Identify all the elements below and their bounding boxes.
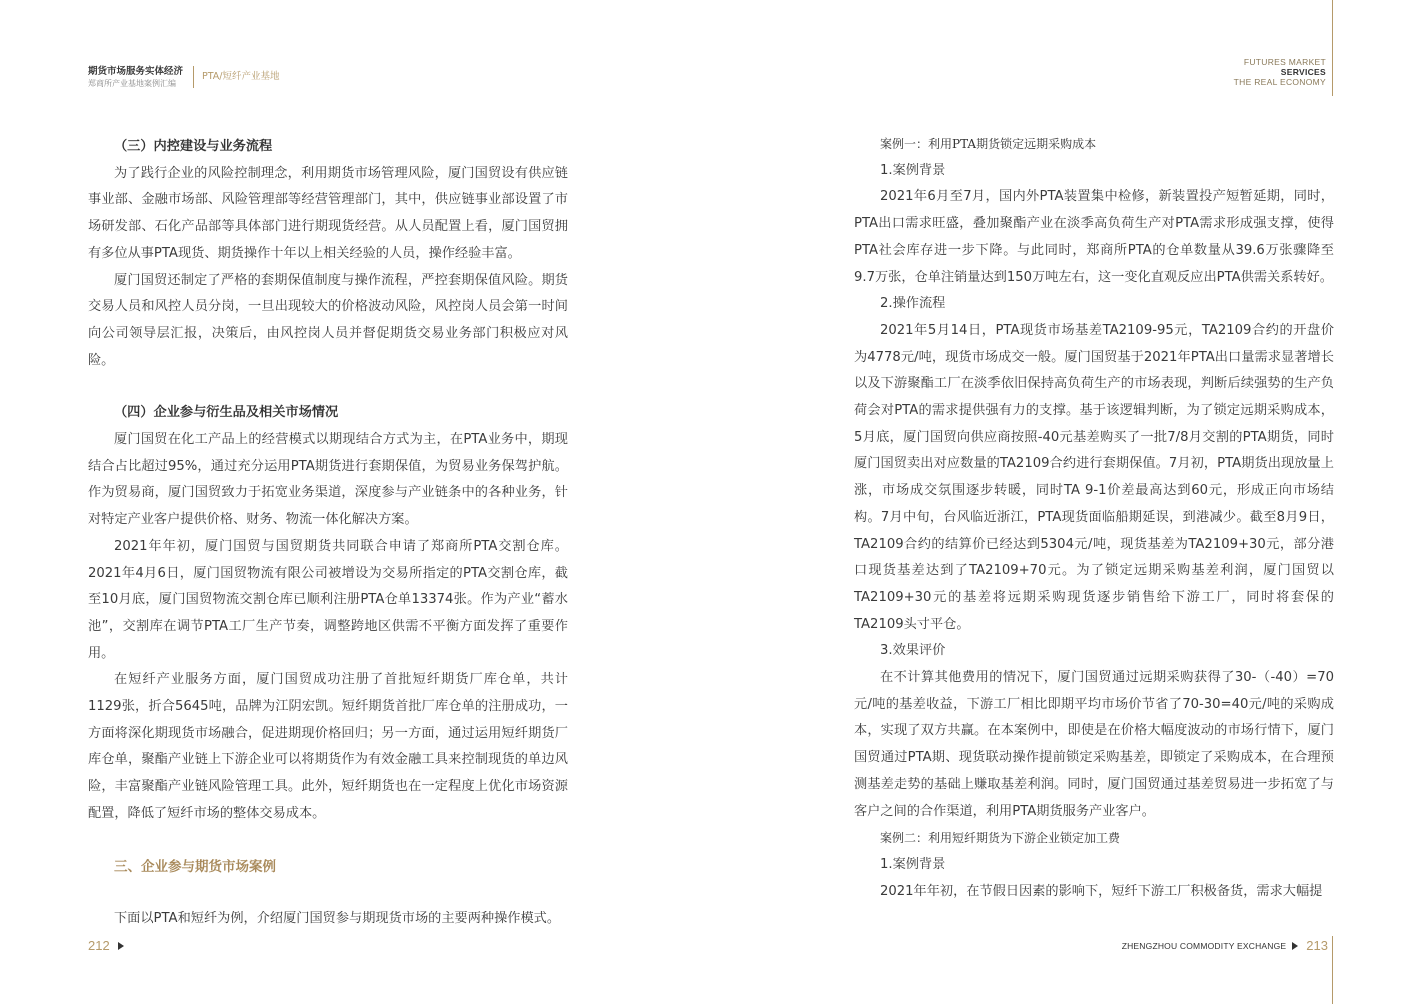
paragraph: 2021年5月14日，PTA现货市场基差TA2109-95元，TA2109合约的开盘价为4778元/吨，现货市场成交一般。厦门国贸基于2021年PTA出口量需求显著增长以及下游聚酯工厂在淡季依旧保持高负荷生产的市场表现，判断后续强势的生产负荷会对PTA的需求提供强有力的支撑。基于该逻辑判断，为了锁定远期采购成本，5月底，厦门国贸向供应商按照-40元基差购买了一批7/8月交割的PTA期货，同时厦门国贸卖出对应数量的TA2109合约进行套期保值。7月初，PTA期货出现放量上涨，市场成交氛围逐步转暖，同时TA 9-1价差最高达到60元，形成正向市场结构。7月中旬，台风临近浙江，PTA现货面临船期延误，到港减少。截至8月9日，TA2109合约的结算价已经达到5304元/吨，现货基差为TA2109+30元，部分港口现货基差达到了TA2109+70元。为了锁定远期采购基差利润，厦门国贸以TA2109+30元的基差将远期采购现货逐步销售给下游工厂，同时将套保的TA2109头寸平仓。 xyxy=(854,322,1334,632)
page-number-right: 213 xyxy=(1306,938,1328,953)
right-vertical-rule xyxy=(1332,0,1333,96)
case-two-background-heading: 1.案例背景 xyxy=(880,856,946,872)
paragraph: 厦门国贸还制定了严格的套期保值制度与操作流程，严控套期保值风险。期货交易人员和风控人员分岗，一旦出现较大的价格波动风险，风控岗人员会第一时间向公司领导层汇报，决策后，由风控岗人员并督促期货交易业务部门积极应对风险。 xyxy=(88,272,568,368)
heading-derivatives-participation: （四）企业参与衍生品及相关市场情况 xyxy=(114,405,339,421)
footer-right xyxy=(1122,938,1328,953)
header-book-title: 期货市场服务实体经济 xyxy=(88,66,184,77)
case-one-background-heading: 1.案例背景 xyxy=(880,162,946,178)
right-page-body xyxy=(854,131,1334,905)
triangle-right-icon xyxy=(1292,942,1298,950)
case-two-title: 案例二：利用短纤期货为下游企业锁定加工费 xyxy=(880,831,1121,846)
running-header-left xyxy=(88,66,280,90)
header-titles xyxy=(88,66,183,89)
paragraph: 下面以PTA和短纤为例，介绍厦门国贸参与期现货市场的主要两种操作模式。 xyxy=(114,911,561,927)
header-book-subtitle: 郑商所产业基地案例汇编 xyxy=(88,79,176,88)
running-header-right xyxy=(1234,57,1326,87)
case-one-title: 案例一：利用PTA期货锁定远期采购成本 xyxy=(880,137,1097,151)
paragraph: 2021年6月至7月，国内外PTA装置集中检修，新装置投产短暂延期，同时，PTA出口需求旺盛，叠加聚酯产业在淡季高负荷生产对PTA需求形成强支撑，使得PTA社会库存进一步下降。与此同时，郑商所PTA的仓单数量从39.6万张骤降至9.7万张，仓单注销量达到150万吨左右，这一变化直观反应出PTA供需关系转好。 xyxy=(854,189,1334,285)
header-right-line1: FUTURES MARKET xyxy=(1243,57,1326,67)
paragraph: 为了践行企业的风险控制理念，利用期货市场管理风险，厦门国贸设有供应链事业部、金融市场部、风险管理部等经营管理部门，其中，供应链事业部设置了市场研发部、石化产品部等具体部门进行期现货经营。从人员配置上看，厦门国贸拥有多位从事PTA现货、期货操作十年以上相关经验的人员，操作经验丰富。 xyxy=(88,165,568,261)
right-vertical-rule-bottom xyxy=(1332,936,1333,1004)
footer-left xyxy=(88,938,124,953)
case-one-evaluation-heading: 3.效果评价 xyxy=(880,643,946,659)
heading-internal-control: （三）内控建设与业务流程 xyxy=(114,139,273,154)
case-one-operation-heading: 2.操作流程 xyxy=(880,296,946,312)
exchange-name: ZHENGZHOU COMMODITY EXCHANGE xyxy=(1121,940,1287,951)
left-page-body xyxy=(88,134,568,933)
header-separator xyxy=(193,66,194,88)
paragraph: 厦门国贸在化工产品上的经营模式以期现结合方式为主，在PTA业务中，期现结合占比超过95%，通过充分运用PTA期货进行套期保值，为贸易业务保驾护航。作为贸易商，厦门国贸致力于拓宽业务渠道，深度参与产业链条中的各种业务，针对特定产业客户提供价格、财务、物流一体化解决方案。 xyxy=(88,432,568,528)
section-heading-cases: 三、企业参与期货市场案例 xyxy=(114,858,276,875)
paragraph: 在短纤产业服务方面，厦门国贸成功注册了首批短纤期货厂库仓单，共计1129张，折合5645吨，品牌为江阴宏凯。短纤期货首批厂库仓单的注册成功，一方面将深化期现货市场融合，促进期现价格回归；另一方面，通过运用短纤期货厂库仓单，聚酯产业链上下游企业可以将期货作为有效金融工具来控制现货的单边风险，丰富聚酯产业链风险管理工具。此外，短纤期货也在一定程度上优化市场资源配置，降低了短纤市场的整体交易成本。 xyxy=(88,672,568,821)
paragraph: 在不计算其他费用的情况下，厦门国贸通过远期采购获得了30-（-40）=70元/吨的基差收益，下游工厂相比即期平均市场价节省了70-30=40元/吨的采购成本，实现了双方共赢。在本案例中，即使是在价格大幅度波动的市场行情下，厦门国贸通过PTA期、现货联动操作提前锁定采购基差，即锁定了采购成本，在合理预测基差走势的基础上赚取基差利润。同时，厦门国贸通过基差贸易进一步拓宽了与客户之间的合作渠道，利用PTA期货服务产业客户。 xyxy=(854,670,1334,819)
paragraph: 2021年年初，在节假日因素的影响下，短纤下游工厂积极备货，需求大幅提 xyxy=(880,883,1323,899)
header-section-name: PTA/短纤产业基地 xyxy=(202,71,280,82)
triangle-right-icon xyxy=(118,942,124,950)
header-right-line3: THE REAL ECONOMY xyxy=(1233,77,1326,87)
header-right-line2: SERVICES xyxy=(1280,67,1326,77)
page-number-left: 212 xyxy=(88,938,110,953)
paragraph: 2021年年初，厦门国贸与国贸期货共同联合申请了郑商所PTA交割仓库。2021年4月6日，厦门国贸物流有限公司被增设为交易所指定的PTA交割仓库，截至10月底，厦门国贸物流交割仓库已顺利注册PTA仓单13374张。作为产业“蓄水池”，交割库在调节PTA工厂生产节奏，调整跨地区供需不平衡方面发挥了重要作用。 xyxy=(88,538,568,661)
